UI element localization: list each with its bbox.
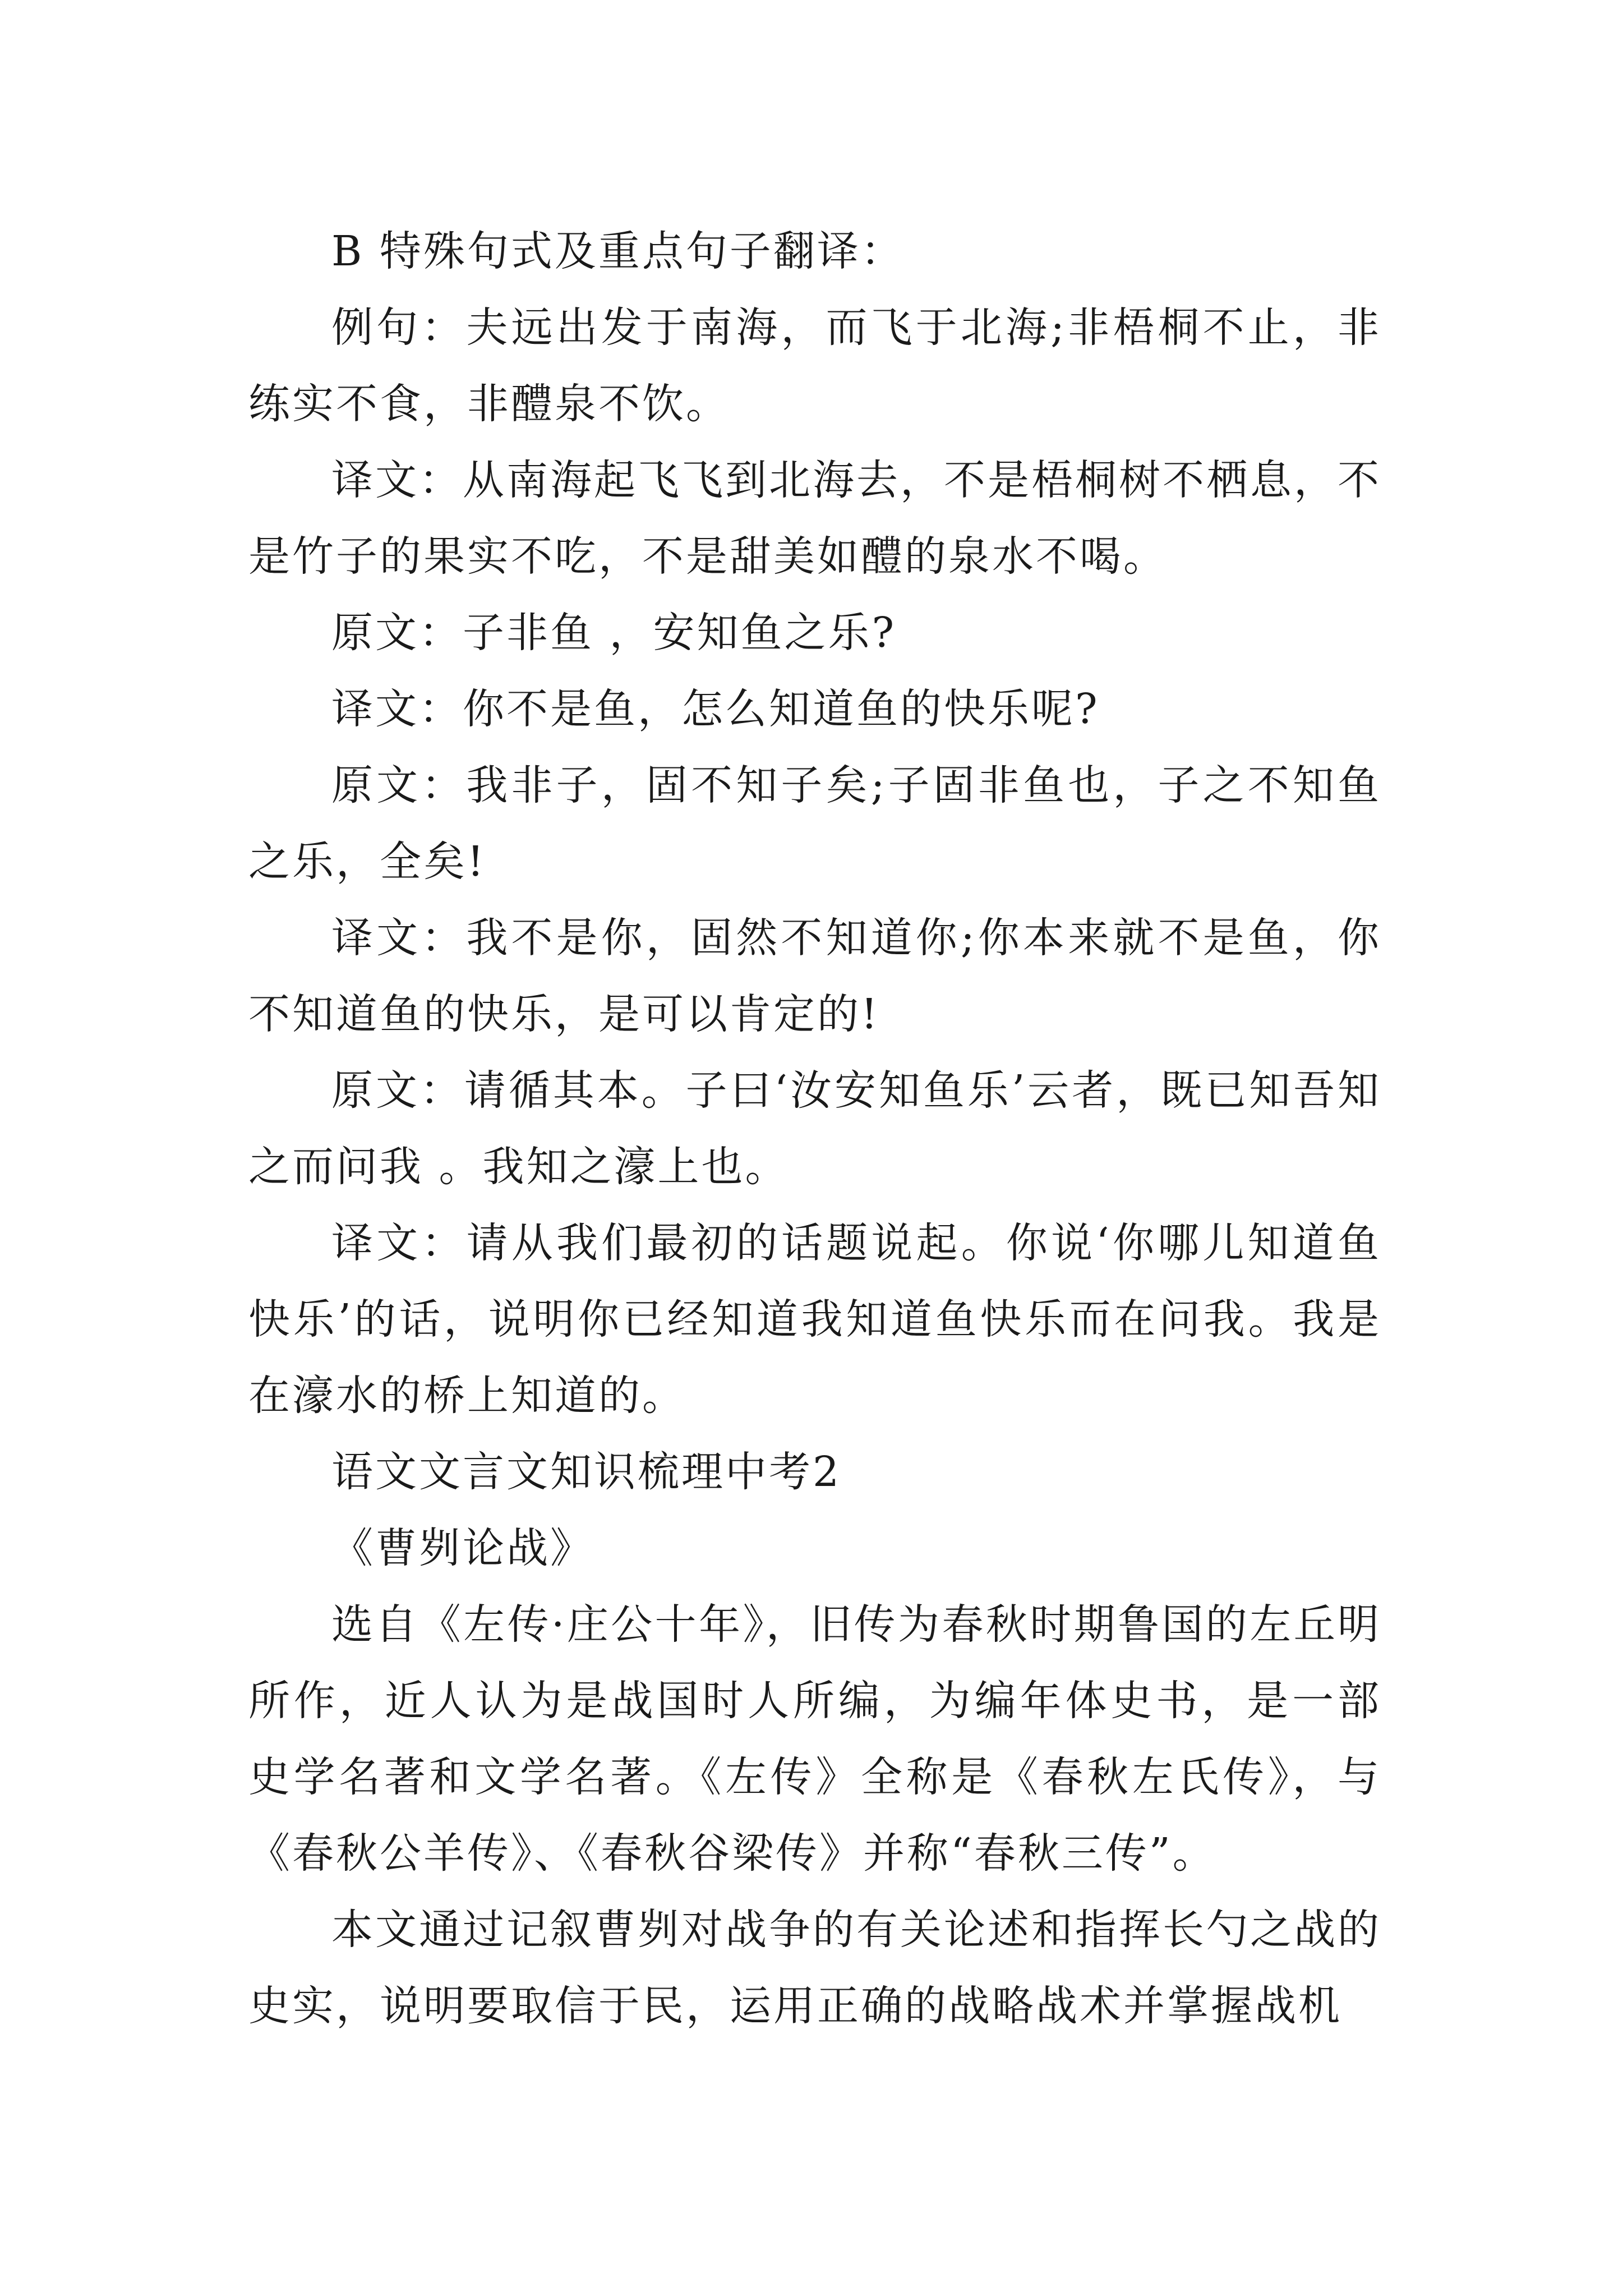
source-introduction-paragraph: 选自《左传·庄公十年》，旧传为春秋时期鲁国的左丘明所作，近人认为是战国时人所编，为编年体史书，是一部史学名著和文学名著。《左传》全称是《春秋左氏传》，与《春秋公羊传》、《春秋谷梁传》并称“春秋三传”。 (248, 1600, 1381, 1878)
document-body (248, 213, 1381, 2044)
translation-paragraph: 译文：请从我们最初的话题说起。你说‘你哪儿知道鱼快乐’的话，说明你已经知道我知道鱼快乐而在问我。我是在濠水的桥上知道的。 (248, 1219, 1381, 1420)
original-text-paragraph: 原文：子非鱼 ，安知鱼之乐? (331, 609, 897, 657)
heading-special-sentences: B 特殊句式及重点句子翻译： (331, 227, 905, 275)
article-title: 《曹刿论战》 (331, 1524, 594, 1572)
article-summary-paragraph: 本文通过记叙曹刿对战争的有关论述和指挥长勺之战的史实，说明要取信于民，运用正确的战略战术并掌握战机 (248, 1906, 1381, 2030)
translation-paragraph: 译文：我不是你，固然不知道你;你本来就不是鱼，你不知道鱼的快乐，是可以肯定的! (248, 914, 1381, 1038)
section-heading: 语文文言文知识梳理中考2 (331, 1448, 842, 1496)
translation-paragraph: 译文：从南海起飞飞到北海去，不是梧桐树不栖息，不是竹子的果实不吃，不是甜美如醴的泉水不喝。 (248, 456, 1381, 581)
translation-paragraph: 译文：你不是鱼，怎么知道鱼的快乐呢? (331, 685, 1100, 733)
original-text-paragraph: 原文：请循其本。子曰‘汝安知鱼乐’云者，既已知吾知之而问我 。我知之濠上也。 (248, 1066, 1381, 1191)
example-sentence: 例句：夫远出发于南海，而飞于北海;非梧桐不止，非练实不食，非醴泉不饮。 (248, 303, 1381, 428)
original-text-paragraph: 原文：我非子，固不知子矣;子固非鱼也，子之不知鱼之乐，全矣! (248, 761, 1381, 886)
